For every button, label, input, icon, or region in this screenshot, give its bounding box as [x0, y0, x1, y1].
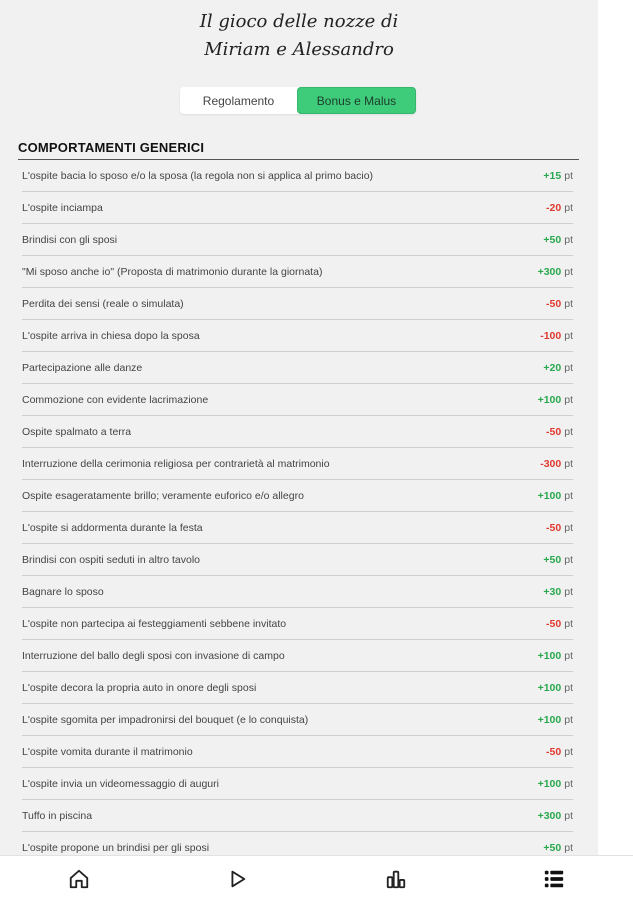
- rule-points: [538, 778, 573, 790]
- rule-points: [546, 202, 573, 214]
- points-unit: pt: [564, 777, 573, 790]
- rule-points: [538, 682, 573, 694]
- rule-row: [22, 544, 573, 576]
- points-value: +100: [537, 713, 562, 726]
- rule-points: [543, 362, 573, 374]
- rule-points: [538, 490, 573, 502]
- rule-label: L'ospite vomita durante il matrimonio: [22, 745, 193, 758]
- points-value: +100: [537, 681, 562, 694]
- points-value: -300: [540, 457, 562, 470]
- rule-label: Brindisi con ospiti seduti in altro tavolo: [22, 553, 201, 566]
- rule-label: "Mi sposo anche io" (Proposta di matrimonio durante la giornata): [22, 265, 323, 278]
- rule-points: [546, 522, 573, 534]
- page-title: [0, 8, 598, 64]
- list-icon: [543, 868, 565, 890]
- rule-points: [540, 330, 573, 342]
- points-unit: pt: [564, 393, 573, 406]
- rule-row: [22, 416, 573, 448]
- rule-points: [546, 618, 573, 630]
- rule-row: [22, 736, 573, 768]
- rule-row: [22, 224, 573, 256]
- rule-row: [22, 672, 573, 704]
- rule-row: [22, 704, 573, 736]
- points-value: -100: [540, 329, 562, 342]
- points-unit: pt: [564, 809, 573, 822]
- points-unit: pt: [564, 585, 573, 598]
- rule-row: [22, 800, 573, 832]
- points-unit: pt: [564, 329, 573, 342]
- points-value: +50: [543, 553, 562, 566]
- points-unit: pt: [564, 233, 573, 246]
- leaderboard-icon: [385, 868, 407, 890]
- rule-label: L'ospite arriva in chiesa dopo la sposa: [22, 329, 200, 342]
- nav-list-button[interactable]: [534, 859, 574, 899]
- segmented-control: [180, 87, 416, 114]
- points-value: -20: [546, 201, 562, 214]
- rule-label: Ospite esageratamente brillo; veramente euforico e/o allegro: [22, 489, 304, 502]
- points-unit: pt: [564, 361, 573, 374]
- rule-label: Commozione con evidente lacrimazione: [22, 393, 209, 406]
- points-unit: pt: [564, 297, 573, 310]
- bottom-navigation: [0, 855, 633, 901]
- rule-row: [22, 832, 573, 855]
- points-value: +100: [537, 393, 562, 406]
- rule-label: L'ospite sgomita per impadronirsi del bouquet (e lo conquista): [22, 713, 309, 726]
- rule-points: [538, 810, 573, 822]
- rules-list: [22, 160, 573, 855]
- rule-row: [22, 320, 573, 352]
- points-value: +300: [537, 265, 562, 278]
- rule-points: [543, 170, 573, 182]
- points-value: -50: [546, 745, 562, 758]
- rule-row: [22, 448, 573, 480]
- rule-row: [22, 288, 573, 320]
- points-value: +100: [537, 777, 562, 790]
- rule-label: L'ospite propone un brindisi per gli sposi: [22, 841, 210, 854]
- nav-play-button[interactable]: [217, 859, 257, 899]
- rule-points: [540, 458, 573, 470]
- play-icon: [226, 868, 248, 890]
- rule-points: [546, 426, 573, 438]
- points-unit: pt: [564, 169, 573, 182]
- points-value: -50: [546, 617, 562, 630]
- points-unit: pt: [564, 265, 573, 278]
- rule-row: [22, 352, 573, 384]
- rule-label: L'ospite invia un videomessaggio di auguri: [22, 777, 219, 790]
- points-unit: pt: [564, 649, 573, 662]
- tab-regolamento[interactable]: Regolamento: [202, 93, 275, 108]
- title-line-2: Miriam e Alessandro: [204, 39, 394, 60]
- rule-label: Ospite spalmato a terra: [22, 425, 132, 438]
- rule-points: [543, 586, 573, 598]
- points-unit: pt: [564, 201, 573, 214]
- points-value: +100: [537, 489, 562, 502]
- rule-points: [538, 394, 573, 406]
- rule-points: [543, 554, 573, 566]
- points-unit: pt: [564, 425, 573, 438]
- rule-points: [546, 746, 573, 758]
- points-value: +30: [543, 585, 562, 598]
- rule-row: [22, 640, 573, 672]
- rule-label: L'ospite decora la propria auto in onore degli sposi: [22, 681, 257, 694]
- tab-bonus-malus[interactable]: Bonus e Malus: [297, 87, 416, 114]
- points-unit: pt: [564, 489, 573, 502]
- rule-label: Tuffo in piscina: [22, 809, 93, 822]
- rule-points: [538, 266, 573, 278]
- rule-label: Perdita dei sensi (reale o simulata): [22, 297, 184, 310]
- rule-row: [22, 512, 573, 544]
- points-value: +15: [543, 169, 562, 182]
- rule-row: [22, 480, 573, 512]
- rule-points: [538, 714, 573, 726]
- points-value: +20: [543, 361, 562, 374]
- nav-home-button[interactable]: [59, 859, 99, 899]
- points-unit: pt: [564, 521, 573, 534]
- home-icon: [68, 868, 90, 890]
- points-value: +300: [537, 809, 562, 822]
- rule-row: [22, 192, 573, 224]
- rule-points: [543, 234, 573, 246]
- rule-row: [22, 384, 573, 416]
- points-unit: pt: [564, 713, 573, 726]
- nav-leaderboard-button[interactable]: [376, 859, 416, 899]
- rule-label: Bagnare lo sposo: [22, 585, 104, 598]
- points-unit: pt: [564, 617, 573, 630]
- rule-row: [22, 256, 573, 288]
- points-value: +100: [537, 649, 562, 662]
- rule-points: [538, 650, 573, 662]
- points-unit: pt: [564, 681, 573, 694]
- section-title: COMPORTAMENTI GENERICI: [18, 140, 579, 160]
- rule-label: Brindisi con gli sposi: [22, 233, 118, 246]
- points-unit: pt: [564, 553, 573, 566]
- points-unit: pt: [564, 745, 573, 758]
- rule-label: Interruzione della cerimonia religiosa per contrarietà al matrimonio: [22, 457, 330, 470]
- points-value: -50: [546, 297, 562, 310]
- rule-row: [22, 160, 573, 192]
- points-value: -50: [546, 425, 562, 438]
- rule-label: L'ospite bacia lo sposo e/o la sposa (la regola non si applica al primo bacio): [22, 169, 374, 182]
- rule-row: [22, 608, 573, 640]
- rule-points: [543, 842, 573, 854]
- title-line-1: Il gioco delle nozze di: [199, 11, 399, 32]
- points-unit: pt: [564, 841, 573, 854]
- rule-label: Partecipazione alle danze: [22, 361, 143, 374]
- points-value: +50: [543, 233, 562, 246]
- points-unit: pt: [564, 457, 573, 470]
- rule-row: [22, 576, 573, 608]
- rule-label: L'ospite inciampa: [22, 201, 103, 214]
- points-value: +50: [543, 841, 562, 854]
- rule-label: L'ospite non partecipa ai festeggiamenti sebbene invitato: [22, 617, 287, 630]
- rule-points: [546, 298, 573, 310]
- rule-label: Interruzione del ballo degli sposi con invasione di campo: [22, 649, 285, 662]
- rule-label: L'ospite si addormenta durante la festa: [22, 521, 203, 534]
- rule-row: [22, 768, 573, 800]
- points-value: -50: [546, 521, 562, 534]
